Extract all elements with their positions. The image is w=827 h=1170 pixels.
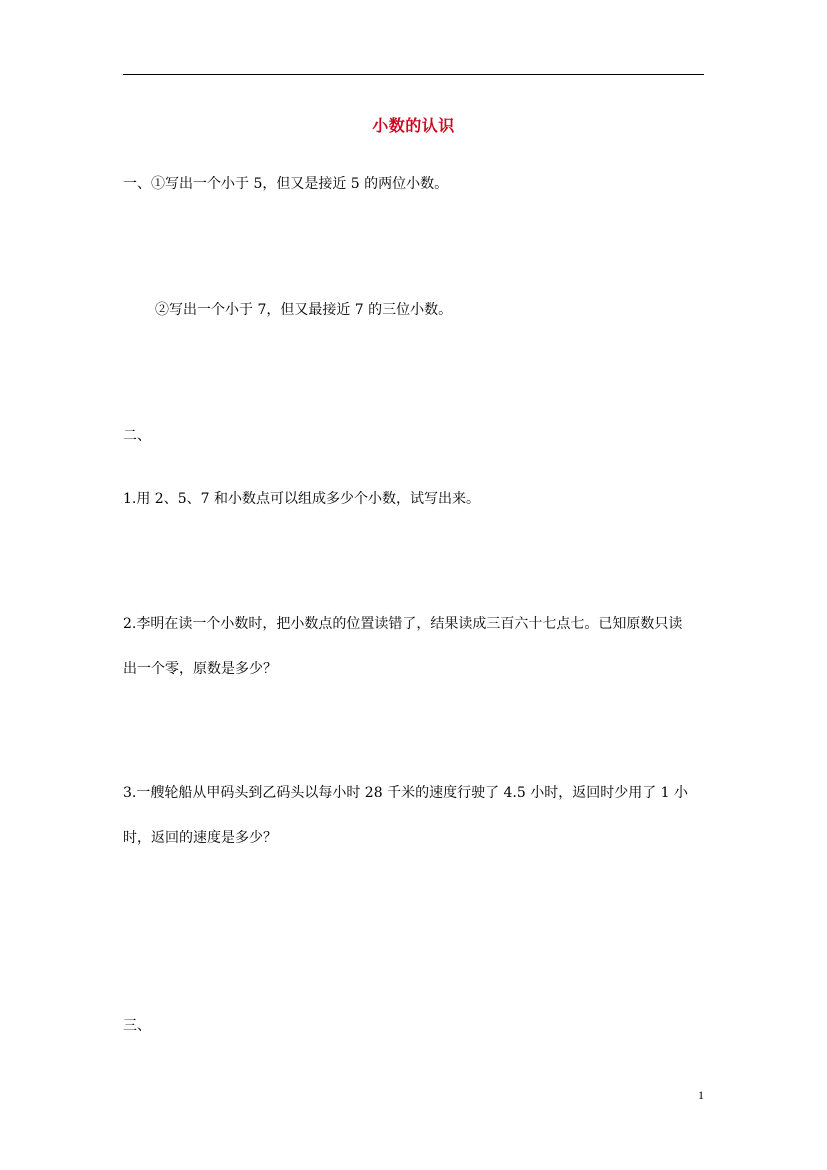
question-1-part-1: 一、①写出一个小于 5，但又是接近 5 的两位小数。	[123, 176, 449, 192]
problem-1: 1.用 2、5、7 和小数点可以组成多少个小数，试写出来。	[123, 491, 480, 507]
section-2-heading: 二、	[123, 428, 151, 444]
problem-3-line-1: 3.一艘轮船从甲码头到乙码头以每小时 28 千米的速度行驶了 4.5 小时，返回时少用了 1 小	[123, 785, 689, 801]
page-title: 小数的认识	[372, 116, 455, 135]
problem-2-line-1: 2.李明在读一个小数时，把小数点的位置读错了，结果读成三百六十七点七。已知原数只读	[123, 616, 683, 632]
page-number: 1	[698, 1088, 704, 1102]
header-rule	[123, 74, 704, 75]
problem-2-line-2: 出一个零，原数是多少？	[123, 661, 277, 677]
problem-3-line-2: 时，返回的速度是多少？	[123, 830, 277, 846]
question-1-part-2: ②写出一个小于 7，但又最接近 7 的三位小数。	[155, 302, 453, 318]
section-3-heading: 三、	[123, 1018, 151, 1034]
